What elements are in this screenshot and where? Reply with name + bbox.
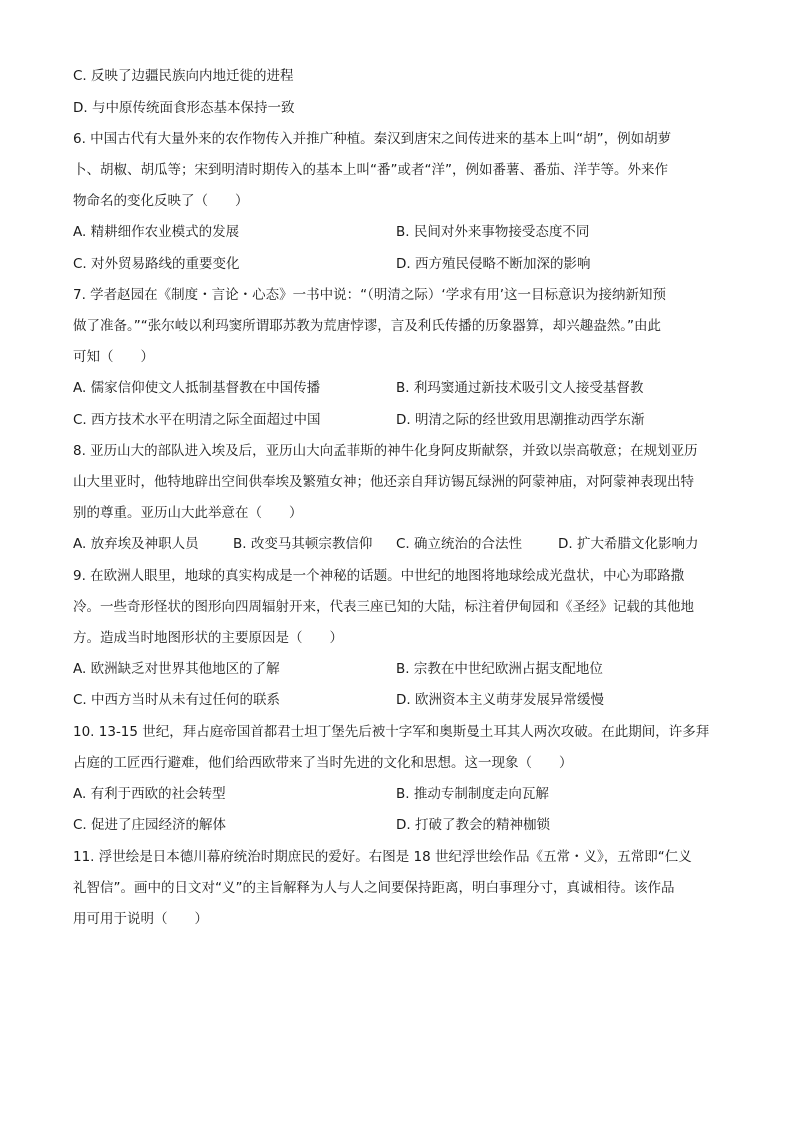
q8-stem-line-2: 山大里亚时，他特地辟出空间供奉埃及繁殖女神；他还亲自拜访锡瓦绿洲的阿蒙神庙，对阿蒙神表现出特	[73, 474, 694, 490]
q7-option-a: A. 儒家信仰使文人抵制基督教在中国传播	[73, 380, 321, 396]
q7-options-row-2	[73, 410, 733, 430]
q6-stem-line-1: 6. 中国古代有大量外来的农作物传入并推广种植。秦汉到唐宋之间传进来的基本上叫“胡”，例如胡萝	[73, 131, 672, 147]
q9-options-row-2	[73, 690, 733, 710]
q10-option-d: D. 打破了教会的精神枷锁	[396, 817, 550, 833]
q10-stem-line-1: 10. 13-15 世纪，拜占庭帝国首都君士坦丁堡先后被十字军和奥斯曼土耳其人两次攻破。在此期间，许多拜	[73, 724, 710, 740]
q9-option-c: C. 中西方当时从未有过任何的联系	[73, 692, 281, 708]
q10-option-c: C. 促进了庄园经济的解体	[73, 817, 227, 833]
q6-option-d: D. 西方殖民侵略不断加深的影响	[396, 256, 591, 272]
q8-option-b: B. 改变马其顿宗教信仰	[233, 536, 373, 552]
q6-options-row-2	[73, 254, 733, 274]
q9-option-a: A. 欧洲缺乏对世界其他地区的了解	[73, 661, 280, 677]
q10-option-a: A. 有利于西欧的社会转型	[73, 786, 226, 802]
q7-options-row-1	[73, 378, 733, 398]
q10-stem-line-2: 占庭的工匠西行避难，他们给西欧带来了当时先进的文化和思想。这一现象（ ）	[73, 755, 573, 771]
q6-stem-line-3: 物命名的变化反映了（ ）	[73, 193, 249, 209]
q8-option-a: A. 放弃埃及神职人员	[73, 536, 199, 552]
q7-stem-line-2: 做了准备。”“张尔岐以利玛窦所谓耶苏教为荒唐悖谬，言及利氏传播的历象器算，却兴趣盎然。”由此	[73, 318, 661, 334]
q9-options-row-1	[73, 659, 733, 679]
q11-stem-line-1: 11. 浮世绘是日本德川幕府统治时期庶民的爱好。右图是 18 世纪浮世绘作品《五常・义》，五常即“仁义	[73, 849, 692, 865]
q8-option-d: D. 扩大希腊文化影响力	[558, 536, 699, 552]
q9-stem-line-1: 9. 在欧洲人眼里，地球的真实构成是一个神秘的话题。中世纪的地图将地球绘成光盘状，中心为耶路撒	[73, 568, 685, 584]
q9-stem-line-2: 冷。一些奇形怪状的图形向四周辐射开来，代表三座已知的大陆，标注着伊甸园和《圣经》记载的其他地	[73, 599, 694, 615]
q7-option-b: B. 利玛窦通过新技术吸引文人接受基督教	[396, 380, 644, 396]
q10-option-b: B. 推动专制制度走向瓦解	[396, 786, 549, 802]
q6-option-c: C. 对外贸易路线的重要变化	[73, 256, 240, 272]
q8-stem-line-1: 8. 亚历山大的部队进入埃及后，亚历山大向孟菲斯的神牛化身阿皮斯献祭，并致以崇高敬意；在规划亚历	[73, 443, 698, 459]
q10-options-row-1	[73, 784, 733, 804]
q6-stem-line-2: 卜、胡椒、胡瓜等；宋到明清时期传入的基本上叫“番”或者“洋”，例如番薯、番茄、洋芋等。外来作	[73, 162, 668, 178]
q6-option-a: A. 精耕细作农业模式的发展	[73, 224, 240, 240]
q9-option-d: D. 欧洲资本主义萌芽发展异常缓慢	[396, 692, 604, 708]
q8-stem-line-3: 别的尊重。亚历山大此举意在（ ）	[73, 505, 303, 521]
q7-stem-line-3: 可知（ ）	[73, 349, 154, 365]
q5-option-c: C. 反映了边疆民族向内地迁徙的进程	[73, 68, 294, 84]
q7-option-d: D. 明清之际的经世致用思潮推动西学东渐	[396, 412, 645, 428]
q7-option-c: C. 西方技术水平在明清之际全面超过中国	[73, 412, 321, 428]
q6-options-row-1	[73, 222, 733, 242]
q6-option-b: B. 民间对外来事物接受态度不同	[396, 224, 590, 240]
q9-option-b: B. 宗教在中世纪欧洲占据支配地位	[396, 661, 603, 677]
q11-stem-line-2: 礼智信”。画中的日文对“义”的主旨解释为人与人之间要保持距离，明白事理分寸，真诚相待。该作品	[73, 880, 675, 896]
q5-option-d: D. 与中原传统面食形态基本保持一致	[73, 100, 295, 116]
q8-option-c: C. 确立统治的合法性	[396, 536, 523, 552]
q7-stem-line-1: 7. 学者赵园在《制度・言论・心态》一书中说：“（明清之际）‘学求有用’这一目标意识为接纳新知预	[73, 287, 666, 303]
q9-stem-line-3: 方。造成当时地图形状的主要原因是（ ）	[73, 630, 343, 646]
q11-stem-line-3: 用可用于说明（ ）	[73, 911, 208, 927]
q10-options-row-2	[73, 815, 733, 835]
